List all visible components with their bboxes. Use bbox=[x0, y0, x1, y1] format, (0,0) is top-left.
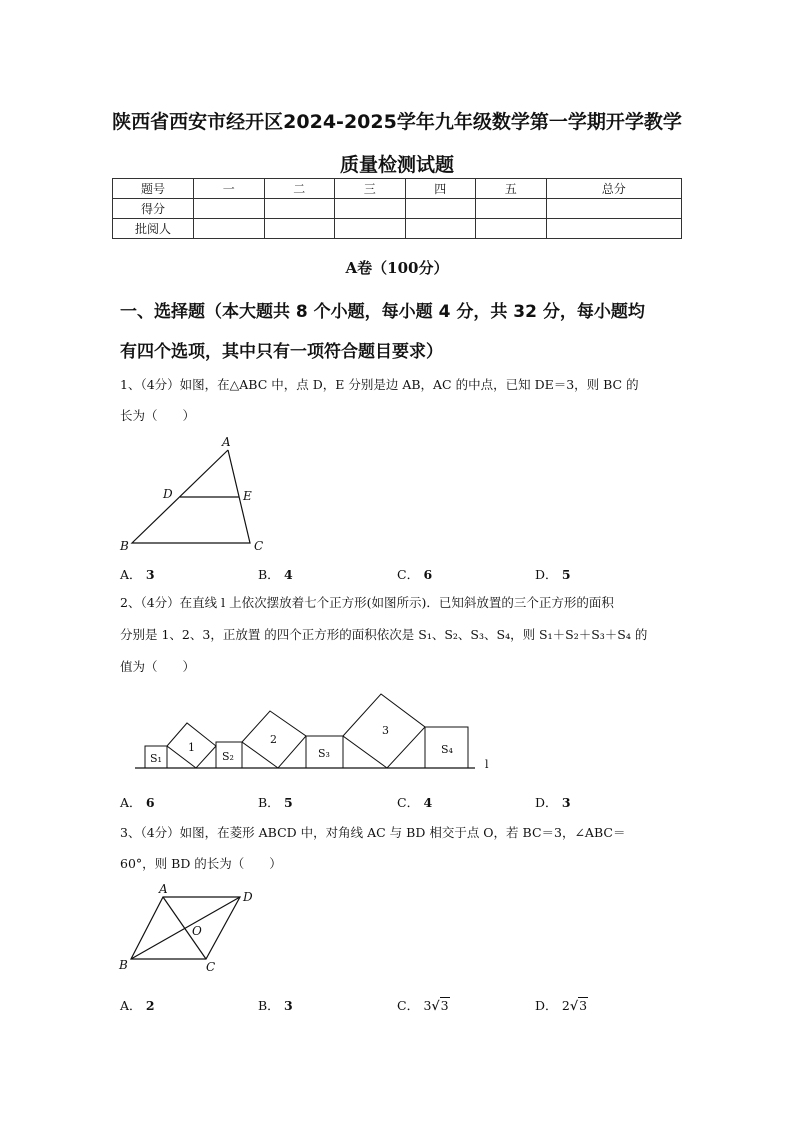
score-cell bbox=[405, 219, 476, 239]
q3-option-d[interactable]: D． 2√3 bbox=[535, 998, 588, 1013]
score-table-header: 总分 bbox=[546, 179, 682, 199]
label-a: A bbox=[159, 882, 168, 896]
q3-option-a[interactable]: A． 2 bbox=[120, 998, 155, 1013]
question-2-squares-figure bbox=[130, 690, 500, 780]
score-table-row bbox=[113, 199, 682, 219]
q3-option-b[interactable]: B． 3 bbox=[258, 998, 293, 1013]
document-title-line-1: 陕西省西安市经开区2024-2025学年九年级数学第一学期开学教学 bbox=[112, 111, 682, 133]
q2-option-b[interactable]: B． 5 bbox=[258, 795, 293, 810]
score-table-header-row bbox=[113, 179, 682, 199]
label-tilted-1: 1 bbox=[188, 741, 195, 754]
score-row-label: 得分 bbox=[113, 199, 194, 219]
question-1-text-line-2: 长为（ ） bbox=[120, 408, 196, 423]
label-c: C bbox=[206, 960, 216, 974]
q3-option-c[interactable]: C． 3√3 bbox=[397, 998, 449, 1013]
score-cell bbox=[194, 219, 265, 239]
radicand: 3 bbox=[579, 998, 588, 1013]
question-2-text-line-3: 值为（ ） bbox=[120, 659, 196, 674]
label-s4: S₄ bbox=[441, 743, 453, 756]
score-cell bbox=[335, 199, 406, 219]
question-3-text-line-2: 60°，则 BD 的长为（ ） bbox=[120, 856, 282, 871]
label-tilted-2: 2 bbox=[270, 733, 277, 746]
label-d: D bbox=[163, 487, 173, 501]
label-tilted-3: 3 bbox=[382, 724, 389, 737]
score-cell bbox=[335, 219, 406, 239]
score-table-header: 四 bbox=[405, 179, 476, 199]
paper-part-heading: A卷（100分） bbox=[345, 259, 449, 277]
score-row-label: 批阅人 bbox=[113, 219, 194, 239]
label-a: A bbox=[222, 435, 231, 449]
q2-option-a[interactable]: A． 6 bbox=[120, 795, 155, 810]
label-e: E bbox=[243, 489, 252, 503]
q2-option-d[interactable]: D． 3 bbox=[535, 795, 571, 810]
label-b: B bbox=[120, 539, 129, 553]
score-table bbox=[112, 178, 682, 239]
question-2-text-line-1: 2、（4分）在直线 l 上依次摆放着七个正方形(如图所示)．已知斜放置的三个正方形的面积 bbox=[120, 595, 614, 610]
label-s3: S₃ bbox=[318, 747, 330, 760]
label-s2: S₂ bbox=[222, 750, 234, 763]
score-cell bbox=[194, 199, 265, 219]
score-cell bbox=[476, 219, 547, 239]
document-title-line-2: 质量检测试题 bbox=[339, 154, 454, 176]
section-heading-line-2: 有四个选项，其中只有一项符合题目要求） bbox=[120, 342, 443, 362]
score-cell bbox=[546, 219, 682, 239]
question-3-text-line-1: 3、（4分）如图，在菱形 ABCD 中，对角线 AC 与 BD 相交于点 O，若 BC＝3，∠ABC＝ bbox=[120, 825, 626, 840]
score-cell bbox=[405, 199, 476, 219]
label-s1: S₁ bbox=[150, 752, 162, 765]
q2-option-c[interactable]: C． 4 bbox=[397, 795, 433, 810]
section-heading-line-1: 一、选择题（本大题共 8 个小题，每小题 4 分，共 32 分，每小题均 bbox=[120, 302, 645, 322]
score-cell bbox=[264, 219, 335, 239]
score-table-header: 三 bbox=[335, 179, 406, 199]
label-line-l: l bbox=[485, 758, 489, 771]
question-2-text-line-2: 分别是 1、2、3，正放置 的四个正方形的面积依次是 S₁、S₂、S₃、S₄，则 S₁＋S₂＋S₃＋S₄ 的 bbox=[120, 627, 648, 642]
q1-option-d[interactable]: D． 5 bbox=[535, 567, 571, 582]
label-d: D bbox=[243, 890, 253, 904]
question-3-rhombus-figure bbox=[115, 880, 265, 980]
score-table-header: 题号 bbox=[113, 179, 194, 199]
score-table-header: 二 bbox=[264, 179, 335, 199]
score-cell bbox=[264, 199, 335, 219]
question-1-triangle-figure bbox=[110, 430, 280, 560]
radicand: 3 bbox=[440, 998, 449, 1013]
q1-option-a[interactable]: A． 3 bbox=[120, 567, 155, 582]
label-c: C bbox=[254, 539, 264, 553]
question-1-text-line-1: 1、（4分）如图，在△ABC 中，点 D，E 分别是边 AB，AC 的中点，已知 DE＝3，则 BC 的 bbox=[120, 377, 639, 392]
score-table-header: 五 bbox=[476, 179, 547, 199]
score-table-row bbox=[113, 219, 682, 239]
score-table-header: 一 bbox=[194, 179, 265, 199]
score-cell bbox=[476, 199, 547, 219]
score-cell bbox=[546, 199, 682, 219]
label-b: B bbox=[119, 958, 128, 972]
label-o: O bbox=[192, 924, 202, 938]
q1-option-b[interactable]: B． 4 bbox=[258, 567, 293, 582]
q1-option-c[interactable]: C． 6 bbox=[397, 567, 433, 582]
